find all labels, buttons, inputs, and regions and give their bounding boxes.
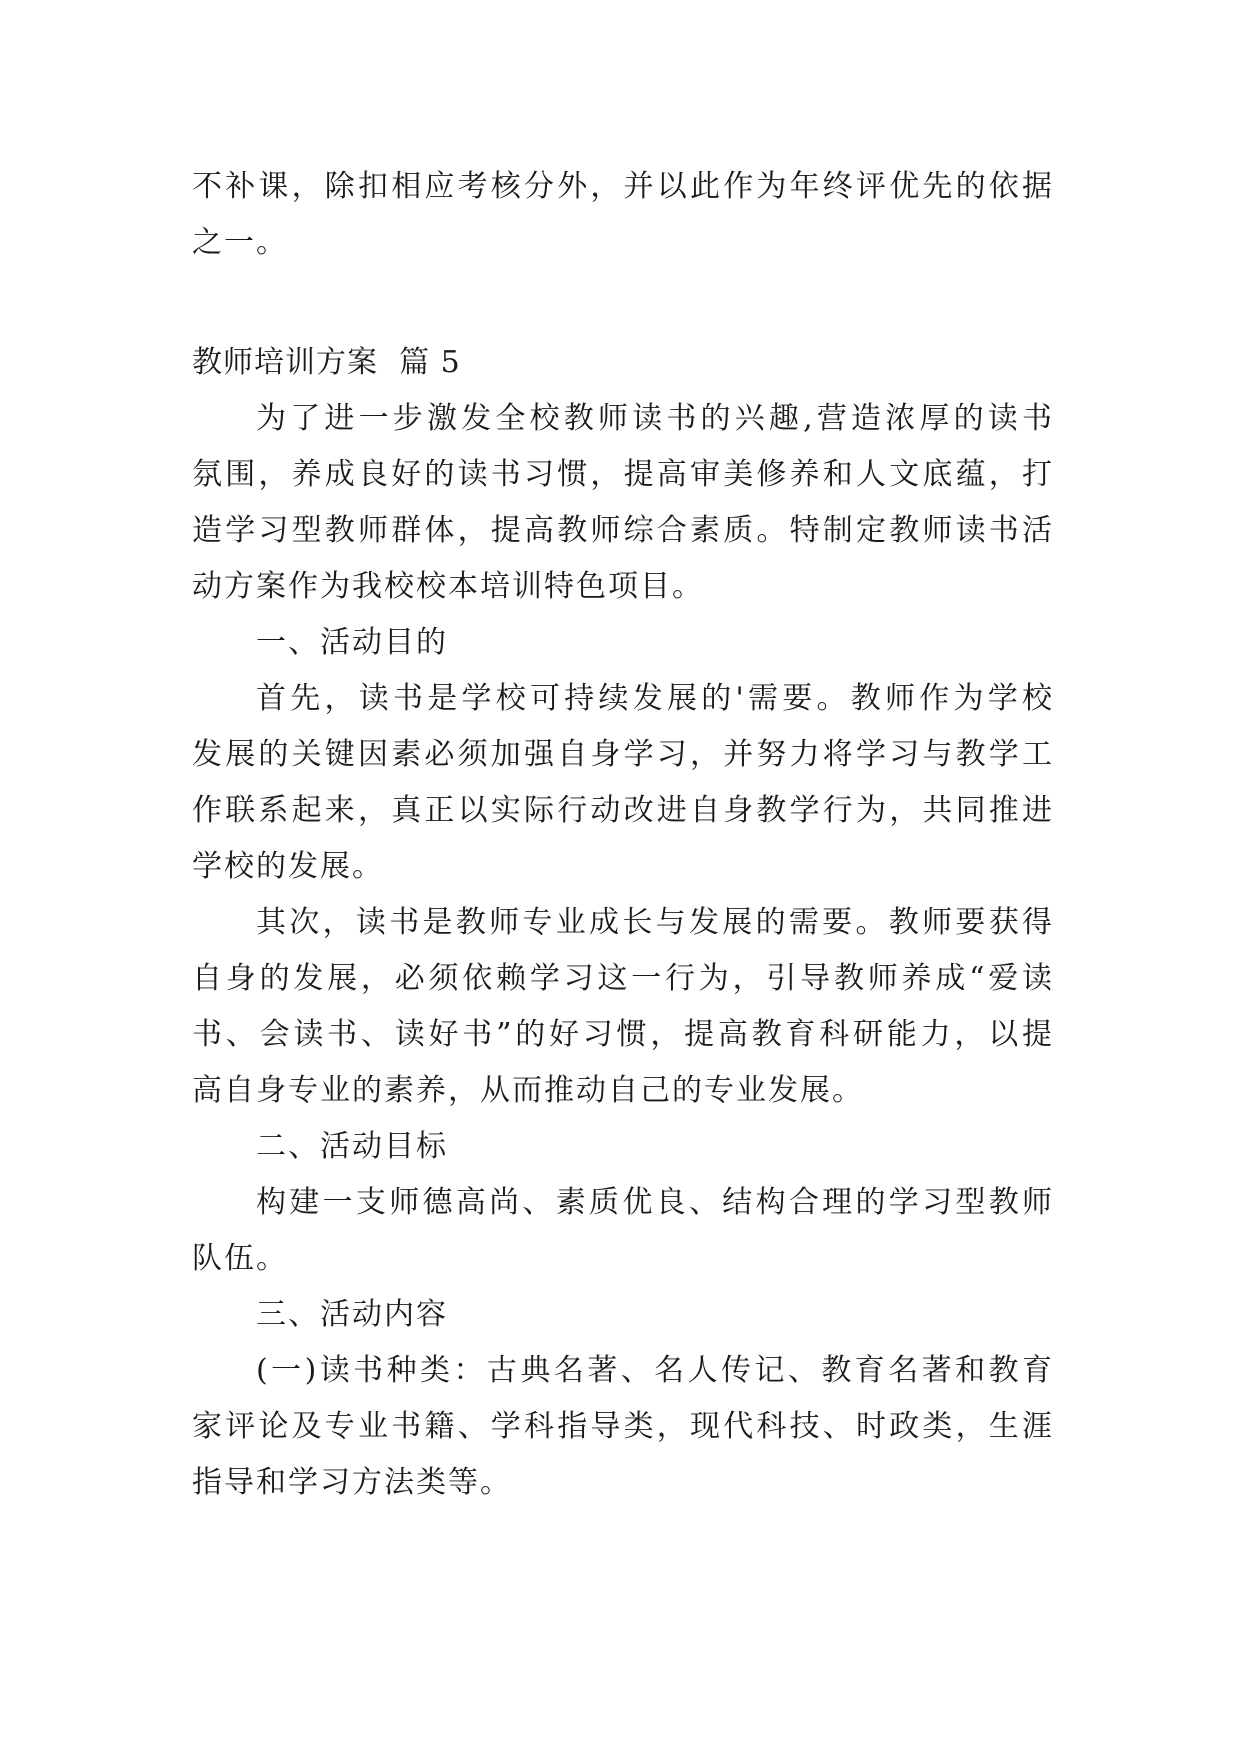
paragraph-line: 发展的关键因素必须加强自身学习，并努力将学习与教学工 [192,737,1054,772]
intro-paragraph [192,159,1054,271]
paragraph-line: 为了进一步激发全校教师读书的兴趣,营造浓厚的读书 [256,401,1054,436]
paragraph-line: 高自身专业的素养，从而推动自己的专业发展。 [192,1073,864,1108]
paragraph-line: 书、会读书、读好书”的好习惯，提高教育科研能力，以提 [192,1017,1054,1052]
paragraph-line: 氛围，养成良好的读书习惯，提高审美修养和人文底蕴，打 [192,457,1054,492]
paragraph-line: 首先，读书是学校可持续发展的'需要。教师作为学校 [256,681,1054,716]
paragraph-line: 学校的发展。 [192,849,384,884]
section-heading: 一、活动目的 [256,625,448,660]
paragraph-line: (一)读书种类：古典名著、名人传记、教育名著和教育 [256,1353,1054,1388]
section-heading: 三、活动内容 [256,1297,448,1332]
paragraph-line: 造学习型教师群体，提高教师综合素质。特制定教师读书活 [192,513,1054,548]
paragraph-line: 自身的发展，必须依赖学习这一行为，引导教师养成“爱读 [192,961,1054,996]
paragraph-line: 之一。 [192,225,288,260]
paragraph-line: 动方案作为我校校本培训特色项目。 [192,569,704,604]
paragraph-line: 队伍。 [192,1241,288,1276]
section-title: 教师培训方案 篇 5 [192,345,461,380]
paragraph-line: 家评论及专业书籍、学科指导类，现代科技、时政类，生涯 [192,1409,1054,1444]
section-body [192,335,1054,1511]
paragraph-line: 其次，读书是教师专业成长与发展的需要。教师要获得 [256,905,1054,940]
section-heading: 二、活动目标 [256,1129,448,1164]
paragraph-line: 指导和学习方法类等。 [192,1465,512,1500]
paragraph-line: 作联系起来，真正以实际行动改进自身教学行为，共同推进 [192,793,1054,828]
paragraph-line: 构建一支师德高尚、素质优良、结构合理的学习型教师 [256,1185,1054,1220]
paragraph-line: 不补课，除扣相应考核分外，并以此作为年终评优先的依据 [192,169,1054,204]
